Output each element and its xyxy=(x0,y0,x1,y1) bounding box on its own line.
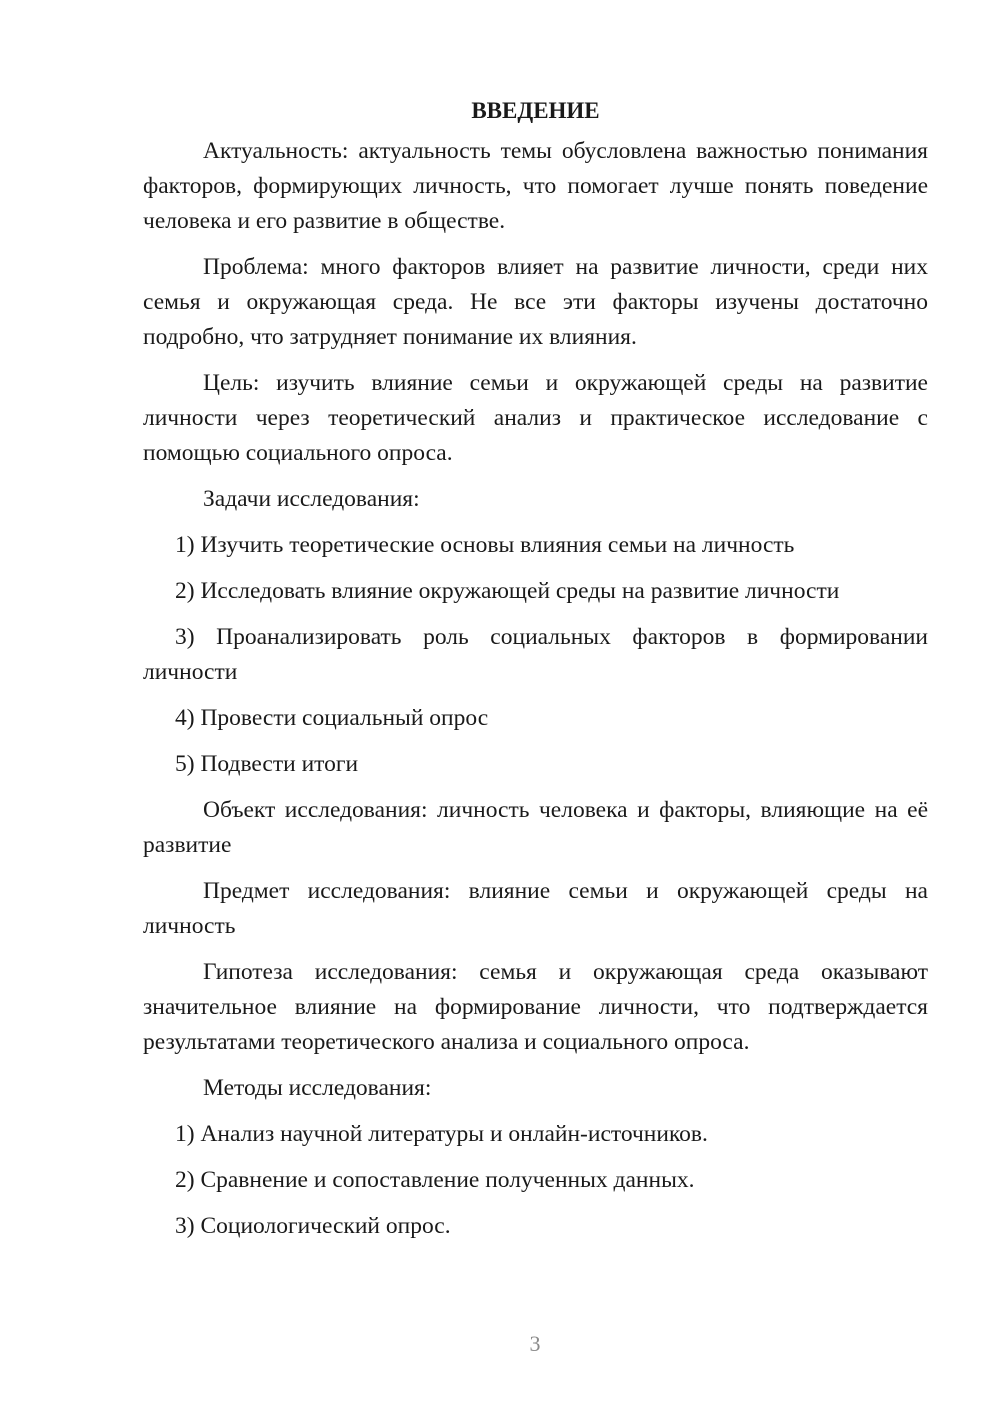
page-title: ВВЕДЕНИЕ xyxy=(471,98,600,123)
relevance-paragraph: Актуальность: актуальность темы обусловлена важностью понимания факторов, формирующих личность, что помогает лучше понять поведение человека и его развитие в обществе. xyxy=(143,138,928,234)
page-number: 3 xyxy=(529,1331,541,1356)
task-item-1: 1) Изучить теоретические основы влияния семьи на личность xyxy=(175,532,795,558)
method-item-2: 2) Сравнение и сопоставление полученных данных. xyxy=(175,1167,695,1193)
goal-paragraph: Цель: изучить влияние семьи и окружающей среды на развитие личности через теоретический анализ и практическое исследование с помощью социального опроса. xyxy=(143,370,928,466)
task-item-5: 5) Подвести итоги xyxy=(175,751,359,777)
task-item-3: 3) Проанализировать роль социальных факторов в формировании личности xyxy=(143,624,928,685)
tasks-heading: Задачи исследования: xyxy=(203,486,420,512)
object-paragraph: Объект исследования: личность человека и факторы, влияющие на её развитие xyxy=(143,797,928,858)
subject-paragraph: Предмет исследования: влияние семьи и окружающей среды на личность xyxy=(143,878,928,939)
methods-heading: Методы исследования: xyxy=(203,1075,432,1101)
method-item-1: 1) Анализ научной литературы и онлайн-источников. xyxy=(175,1121,708,1147)
method-item-3: 3) Социологический опрос. xyxy=(175,1213,451,1239)
problem-paragraph: Проблема: много факторов влияет на развитие личности, среди них семья и окружающая среда. Не все эти факторы изучены достаточно подробно, что затрудняет понимание их влияния. xyxy=(143,254,928,350)
hypothesis-paragraph: Гипотеза исследования: семья и окружающая среда оказывают значительное влияние на формирование личности, что подтверждается результатами теоретического анализа и социального опроса. xyxy=(143,959,928,1055)
task-item-2: 2) Исследовать влияние окружающей среды на развитие личности xyxy=(175,578,840,604)
document-page xyxy=(143,93,928,1255)
task-item-4: 4) Провести социальный опрос xyxy=(175,705,489,731)
